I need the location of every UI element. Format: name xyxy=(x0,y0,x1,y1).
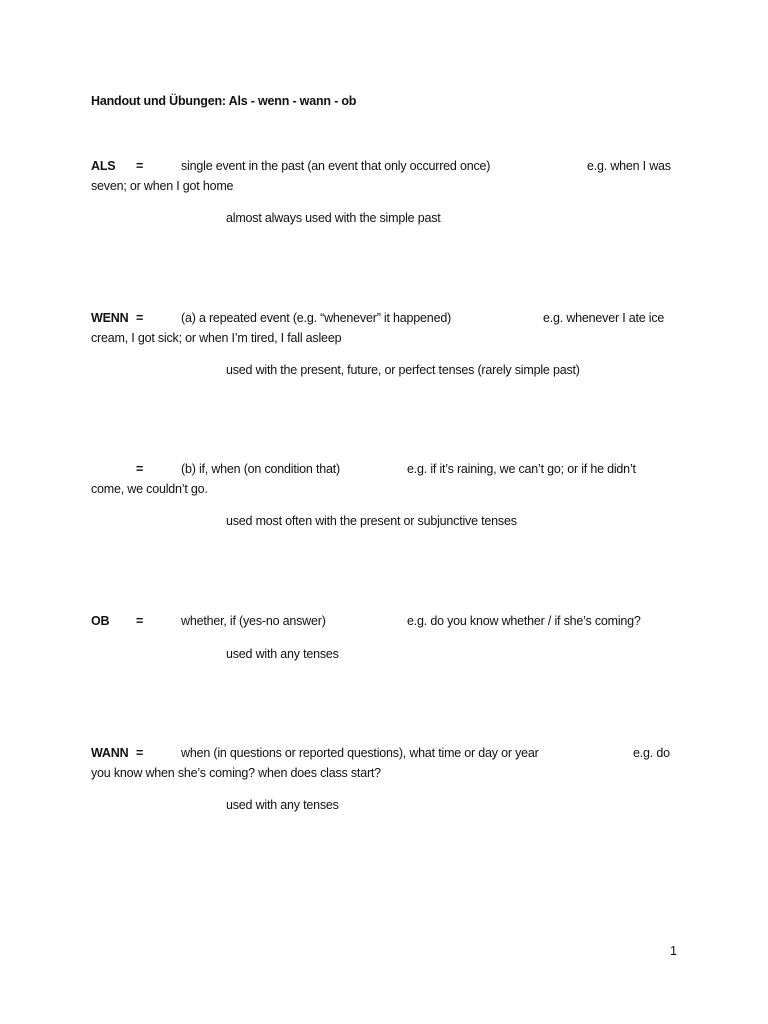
entry-equals: = xyxy=(136,462,144,476)
entry-usage: used with the present, future, or perfect tenses (rarely simple past) xyxy=(226,363,580,377)
entry-example-continued: come, we couldn’t go. xyxy=(91,482,208,496)
entry-example: e.g. do you know whether / if she’s coming? xyxy=(407,614,641,628)
page-number: 1 xyxy=(670,944,677,958)
entry-wann xyxy=(91,746,691,812)
entry-equals: = xyxy=(136,614,144,628)
entry-example-continued: cream, I got sick; or when I’m tired, I fall asleep xyxy=(91,331,342,345)
entry-equals: = xyxy=(136,159,144,173)
entry-ob xyxy=(91,614,691,661)
entry-example-continued: you know when she’s coming? when does class start? xyxy=(91,766,381,780)
entry-term: WANN xyxy=(91,746,129,760)
entry-definition: whether, if (yes-no answer) xyxy=(181,614,326,628)
entry-equals: = xyxy=(136,746,144,760)
entry-als xyxy=(91,159,691,225)
entry-usage: used most often with the present or subjunctive tenses xyxy=(226,514,517,528)
entry-term: ALS xyxy=(91,159,116,173)
entry-definition: (a) a repeated event (e.g. “whenever” it happened) xyxy=(181,311,452,325)
entry-wenn-a xyxy=(91,311,691,377)
entry-term: WENN xyxy=(91,311,129,325)
entry-term: OB xyxy=(91,614,110,628)
entry-equals: = xyxy=(136,311,144,325)
entry-wenn-b xyxy=(91,462,691,528)
entry-example: e.g. when I was xyxy=(587,159,671,173)
entry-definition: when (in questions or reported questions), what time or day or year xyxy=(181,746,539,760)
entry-example: e.g. do xyxy=(633,746,670,760)
entry-definition: (b) if, when (on condition that) xyxy=(181,462,340,476)
entry-usage: used with any tenses xyxy=(226,798,339,812)
entry-usage: almost always used with the simple past xyxy=(226,211,441,225)
entry-example-continued: seven; or when I got home xyxy=(91,179,234,193)
entry-example: e.g. whenever I ate ice xyxy=(543,311,665,325)
entry-definition: single event in the past (an event that only occurred once) xyxy=(181,159,491,173)
entry-example: e.g. if it’s raining, we can’t go; or if he didn’t xyxy=(407,462,636,476)
page-title: Handout und Übungen: Als - wenn - wann - ob xyxy=(91,94,357,108)
entry-usage: used with any tenses xyxy=(226,647,339,661)
